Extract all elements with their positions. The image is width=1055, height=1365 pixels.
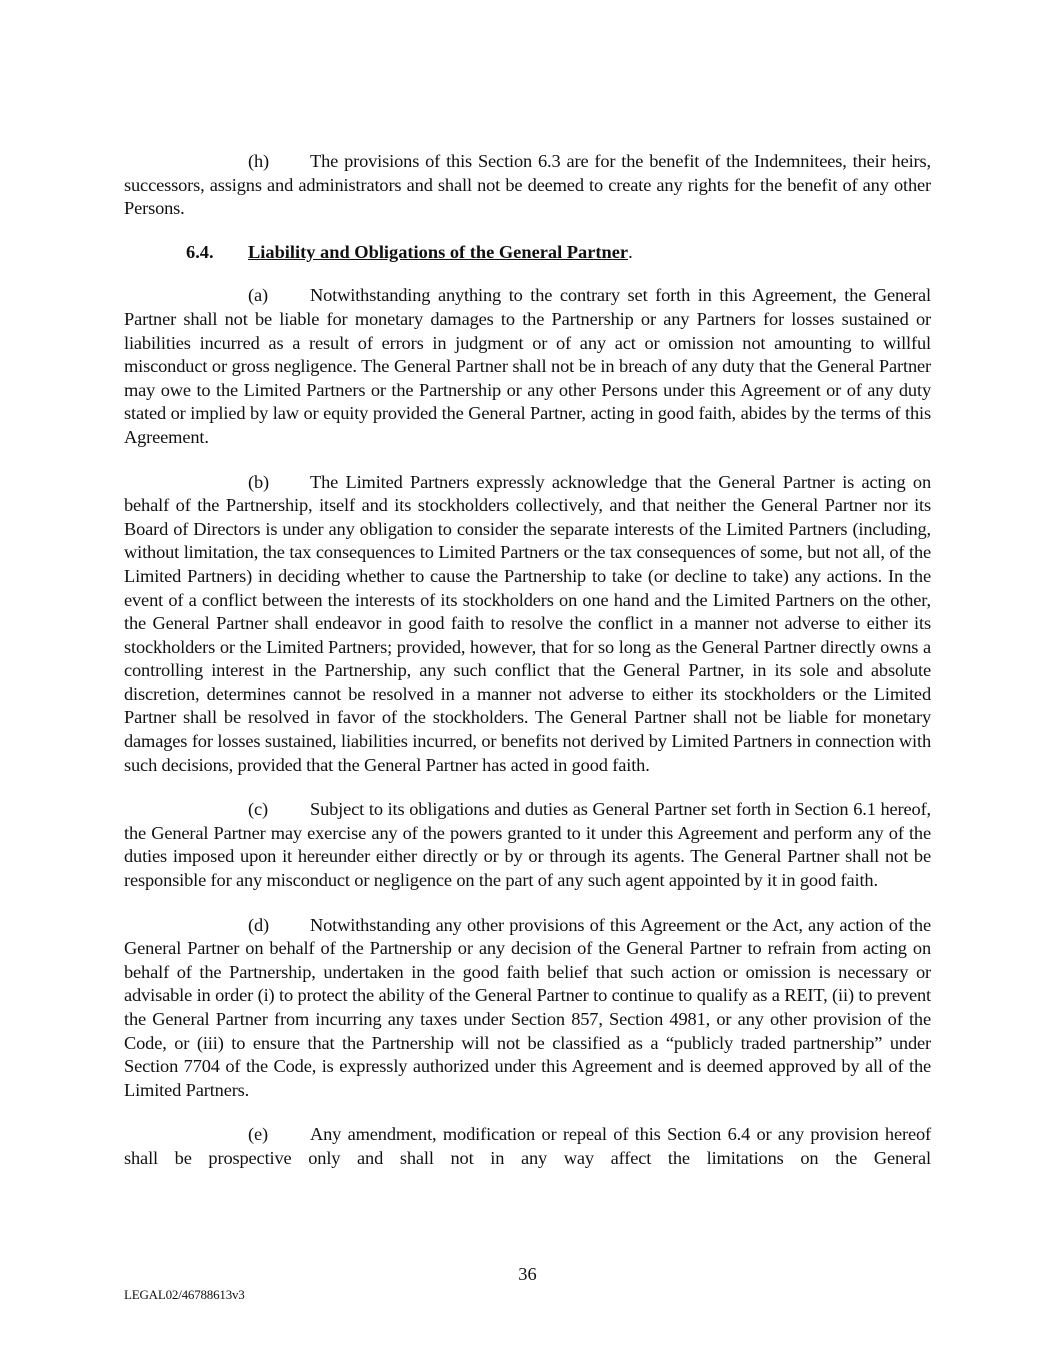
paragraph-text: Subject to its obligations and duties as General Partner set forth in Section 6.1 hereof, the General Partner may exercise any of the powers granted to it under this Agreement and perform any of the duties imposed upon it hereunder either directly or by or through its agents. The General Partner shall not be responsible for any misconduct or negligence on the part of any such agent appointed by it in good faith.	[124, 799, 931, 891]
paragraph-h	[124, 150, 931, 221]
paragraph-label: (a)	[248, 285, 268, 306]
paragraph-d	[124, 914, 931, 1103]
paragraph-label: (b)	[248, 471, 269, 492]
section-number: 6.4.	[186, 241, 214, 262]
paragraph-label: (h)	[248, 151, 269, 171]
paragraph-label: (c)	[248, 799, 268, 820]
document-id: LEGAL02/46788613v3	[124, 1287, 245, 1302]
section-title-period: .	[628, 241, 633, 262]
paragraph-text: The Limited Partners expressly acknowledge that the General Partner is acting on behalf of the Partnership, itself and its stockholders collectively, and that neither the General Partner nor its Board of Directors is under any obligation to consider the separate interests of the Limited Partners (including, without limitation, the tax consequences to Limited Partners or the tax consequences of some, but not all, of the Limited Partners) in deciding whether to cause the Partnership to take (or decline to take) any actions. In the event of a conflict between the interests of its stockholders on one hand and the Limited Partners on the other, the General Partner shall endeavor in good faith to resolve the conflict in a manner not adverse to either its stockholders or the Limited Partners; provided, however, that for so long as the General Partner directly owns a controlling interest in the Partnership, any such conflict that the General Partner, in its sole and absolute discretion, determines cannot be resolved in a manner not adverse to either its stockholders or the Limited Partner shall be resolved in favor of the stockholders. The General Partner shall not be liable for monetary damages for losses sustained, liabilities incurred, or benefits not derived by Limited Partners in connection with such decisions, provided that the General Partner has acted in good faith.	[124, 471, 931, 775]
paragraph-e	[124, 1123, 931, 1170]
section-heading	[124, 241, 931, 265]
paragraph-label: (d)	[248, 914, 269, 935]
paragraph-text: The provisions of this Section 6.3 are for the benefit of the Indemnitees, their heirs, successors, assigns and administrators and shall not be deemed to create any rights for the benefit of any other Persons.	[124, 151, 931, 219]
paragraph-a	[124, 284, 931, 449]
section-title: Liability and Obligations of the General Partner	[248, 241, 629, 262]
paragraph-text: Notwithstanding anything to the contrary set forth in this Agreement, the General Partner shall not be liable for monetary damages to the Partnership or any Partners for losses sustained or liabilities incurred as a result of errors in judgment or of any act or omission not amounting to willful misconduct or gross negligence. The General Partner shall not be in breach of any duty that the General Partner may owe to the Limited Partners or the Partnership or any other Persons under this Agreement or of any duty stated or implied by law or equity provided the General Partner, acting in good faith, abides by the terms of this Agreement.	[124, 285, 931, 447]
paragraph-text: Notwithstanding any other provisions of this Agreement or the Act, any action of the General Partner on behalf of the Partnership or any decision of the General Partner to refrain from acting on behalf of the Partnership, undertaken in the good faith belief that such action or omission is necessary or advisable in order (i) to protect the ability of the General Partner to continue to qualify as a REIT, (ii) to prevent the General Partner from incurring any taxes under Section 857, Section 4981, or any other provision of the Code, or (iii) to ensure that the Partnership will not be classified as a “publicly traded partnership” under Section 7704 of the Code, is expressly authorized under this Agreement and is deemed approved by all of the Limited Partners.	[124, 914, 931, 1100]
paragraph-label: (e)	[248, 1124, 268, 1145]
paragraph-text: Any amendment, modification or repeal of this Section 6.4 or any provision hereof shall be prospective only and shall not in any way affect the limitations on the General	[124, 1124, 931, 1168]
paragraph-b	[124, 471, 931, 778]
document-page	[124, 150, 931, 1171]
page-number: 36	[518, 1264, 537, 1284]
paragraph-c	[124, 798, 931, 892]
